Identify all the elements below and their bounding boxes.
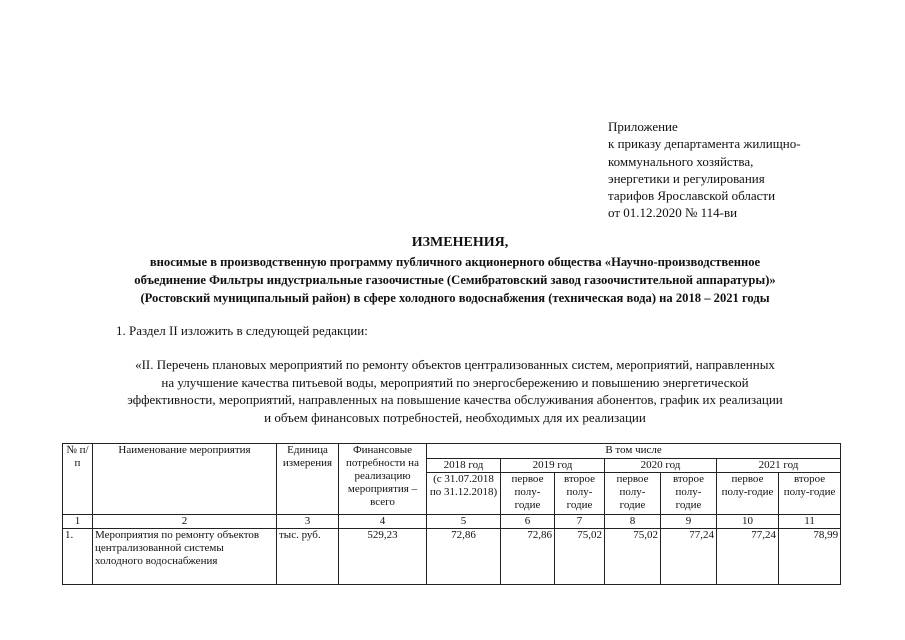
row-2018: 72,86 [427, 529, 501, 585]
header-year-2019: 2019 год [501, 459, 605, 473]
row-unit: тыс. руб. [277, 529, 339, 585]
section-heading-line: «II. Перечень плановых мероприятий по ремонту объектов централизованных систем, мероприятий, направленных [135, 357, 775, 372]
column-number: 1 [63, 515, 93, 529]
column-number: 7 [555, 515, 605, 529]
header-num: № п/п [63, 444, 93, 515]
subtitle-line: (Ростовский муниципальный район) в сфере холодного водоснабжения (техническая вода) на 2018 – 2021 годы [140, 291, 770, 305]
header-year-2018: 2018 год [427, 459, 501, 473]
appendix-line: от 01.12.2020 № 114-ви [608, 205, 738, 221]
column-number: 3 [277, 515, 339, 529]
header-year-2021: 2021 год [717, 459, 841, 473]
header-2018-period: (с 31.07.2018 по 31.12.2018) [427, 473, 501, 515]
header-2020-second-half: второе полу-годие [661, 473, 717, 515]
table-row [63, 529, 841, 585]
row-2020-h1: 75,02 [605, 529, 661, 585]
subtitle-line: объединение Фильтры индустриальные газоочистные (Семибратовский завод газоочистительной аппаратуры)» [134, 273, 776, 287]
column-number: 2 [93, 515, 277, 529]
column-number: 9 [661, 515, 717, 529]
row-2021-h1: 77,24 [717, 529, 779, 585]
appendix-line: к приказу департамента жилищно- [608, 136, 801, 152]
measures-table [62, 443, 841, 585]
header-unit: Единица измерения [277, 444, 339, 515]
section-heading [30, 356, 880, 426]
appendix-line: энергетики и регулирования [608, 170, 765, 186]
column-number: 6 [501, 515, 555, 529]
row-2019-h2: 75,02 [555, 529, 605, 585]
header-finance: Финансовые потребности на реализацию мероприятия – всего [339, 444, 427, 515]
appendix-line: Приложение [608, 119, 678, 134]
section-heading-line: и объем финансовых потребностей, необходимых для их реализации [264, 409, 646, 425]
header-name: Наименование мероприятия [93, 444, 277, 515]
column-number: 10 [717, 515, 779, 529]
appendix-block [608, 118, 888, 222]
row-total: 529,23 [339, 529, 427, 585]
column-number: 8 [605, 515, 661, 529]
instruction-paragraph: 1. Раздел II изложить в следующей редакции: [116, 323, 368, 338]
section-heading-line: эффективности, мероприятий, направленных на повышение качества обслуживания абонентов, график их реализации [127, 392, 783, 407]
document-subtitle [30, 253, 880, 307]
header-including: В том числе [427, 444, 841, 459]
header-2021-first-half: первое полу-годие [717, 473, 779, 515]
column-number: 5 [427, 515, 501, 529]
row-2020-h2: 77,24 [661, 529, 717, 585]
header-2019-first-half: первое полу-годие [501, 473, 555, 515]
header-2019-second-half: второе полу-годие [555, 473, 605, 515]
header-2020-first-half: первое полу-годие [605, 473, 661, 515]
row-2021-h2: 78,99 [779, 529, 841, 585]
column-number: 11 [779, 515, 841, 529]
document-title: ИЗМЕНЕНИЯ, [411, 235, 509, 250]
row-2019-h1: 72,86 [501, 529, 555, 585]
row-name: Мероприятия по ремонту объектов централизованной системы холодного водоснабжения [93, 529, 277, 585]
header-2021-second-half: второе полу-годие [779, 473, 841, 515]
row-num: 1. [63, 529, 93, 585]
header-year-2020: 2020 год [605, 459, 717, 473]
appendix-line: тарифов Ярославской области [608, 188, 776, 204]
column-number: 4 [339, 515, 427, 529]
subtitle-line: вносимые в производственную программу публичного акционерного общества «Научно-производственное [149, 255, 761, 269]
appendix-line: коммунального хозяйства, [608, 153, 754, 169]
section-heading-line: на улучшение качества питьевой воды, мероприятий по энергосбережению и повышению энергетической [161, 374, 749, 390]
